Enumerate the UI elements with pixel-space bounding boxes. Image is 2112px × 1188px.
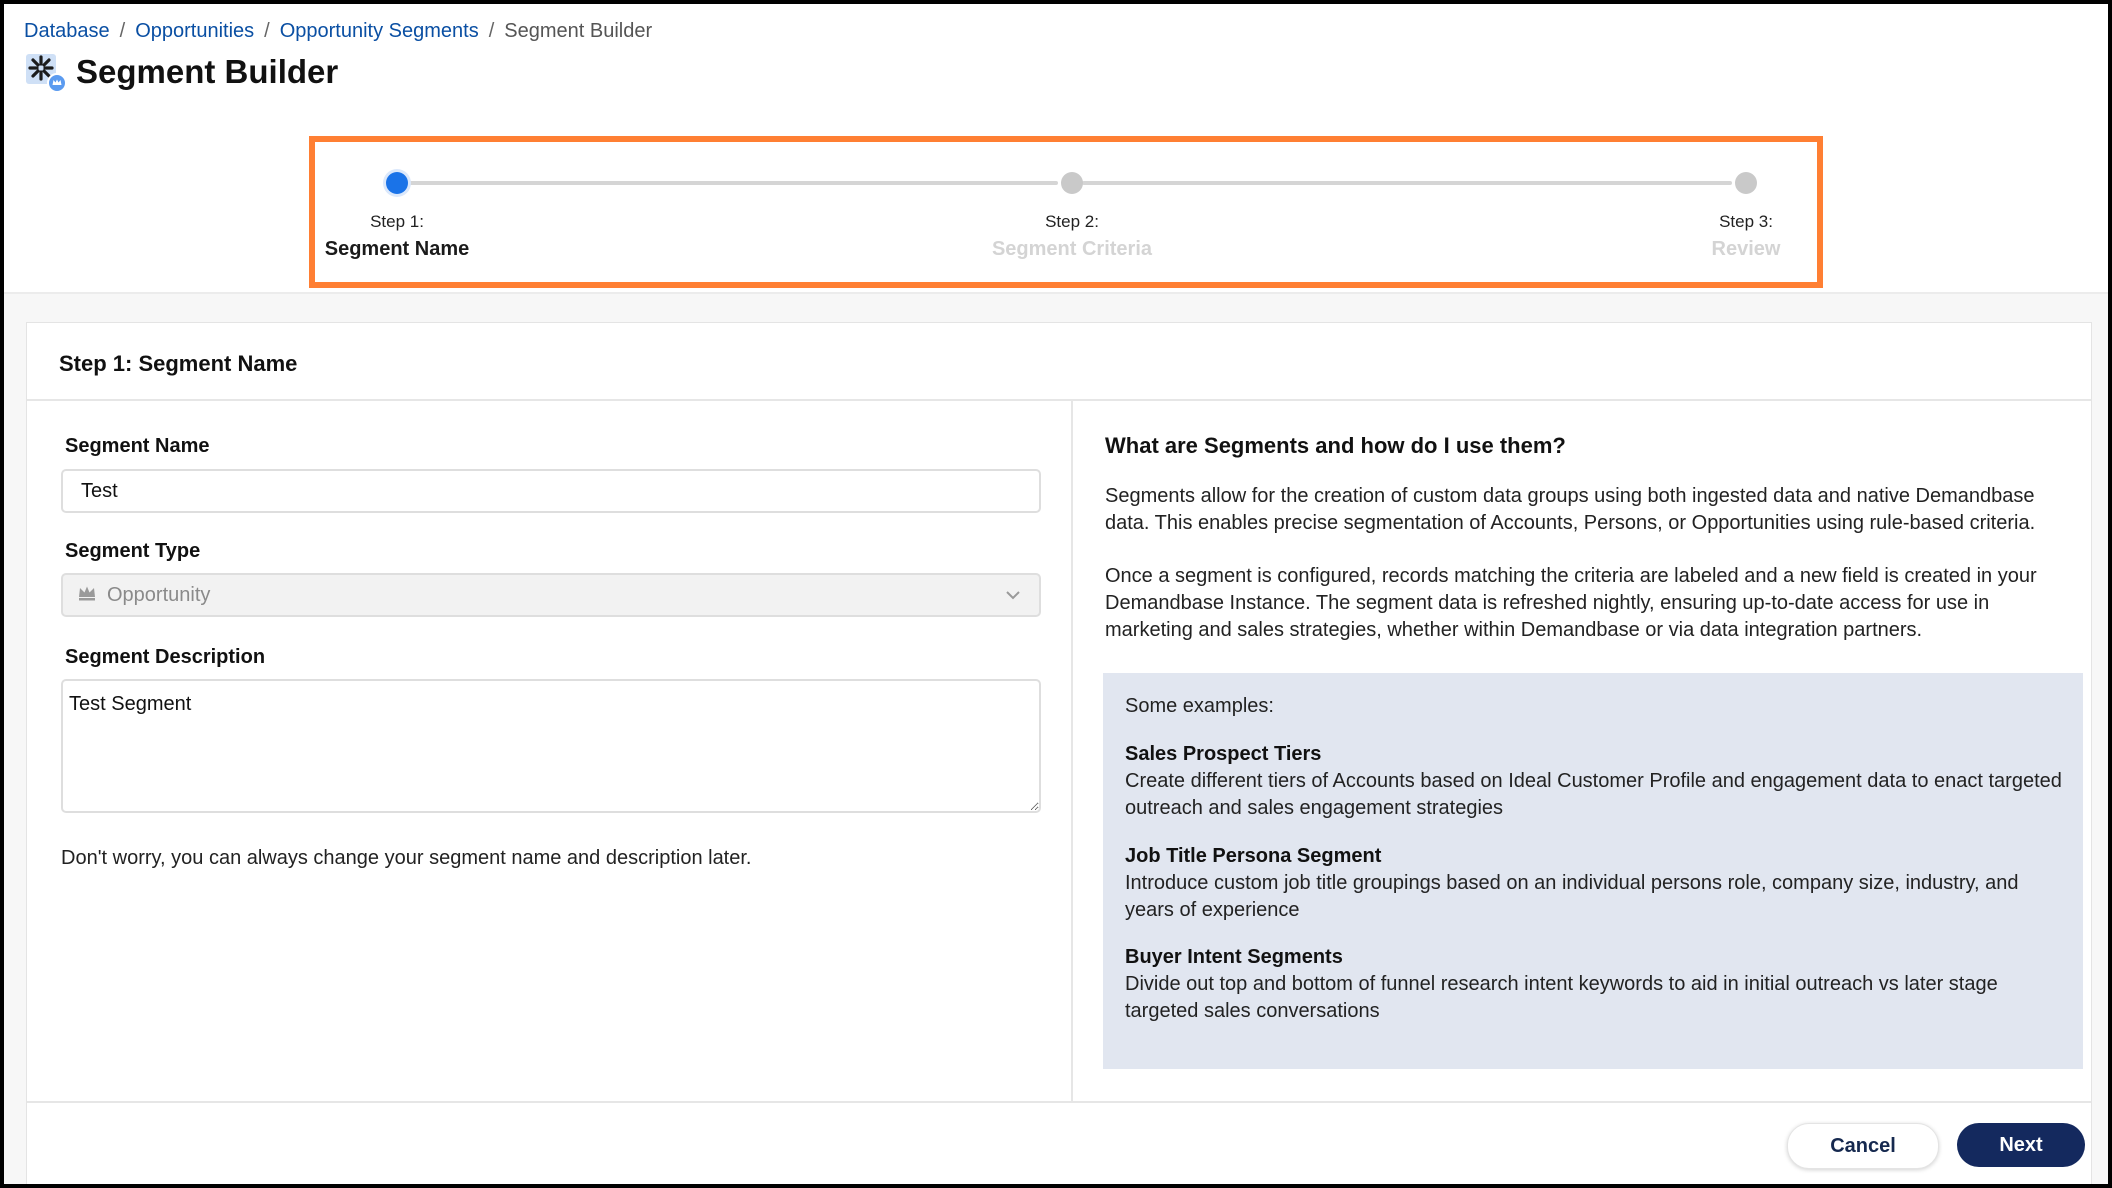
breadcrumb-database[interactable]: Database	[24, 20, 110, 42]
step-2-number: Step 2:	[1045, 212, 1099, 231]
card-header	[27, 323, 2091, 401]
segment-type-value: Opportunity	[107, 583, 211, 606]
info-paragraph-2: Once a segment is configured, records matching the criteria are labeled and a new field is created in your Demandbase Instance. The segment data is refreshed nightly, ensuring up-to-date access for use in marketing and sales strategies, whether within Demandbase or via data integration partners.	[1105, 565, 2037, 641]
info-title: What are Segments and how do I use them?	[1105, 433, 1566, 458]
breadcrumb	[24, 20, 652, 43]
breadcrumb-separator: /	[119, 20, 126, 42]
stepper-band	[4, 134, 2108, 294]
step-3-dot[interactable]	[1735, 172, 1757, 194]
step-connector	[1082, 181, 1732, 185]
crown-icon	[77, 584, 97, 607]
step-3-number: Step 3:	[1719, 212, 1773, 231]
segment-type-label: Segment Type	[65, 540, 201, 562]
example-title: Job Title Persona Segment	[1125, 845, 1382, 867]
example-item	[1125, 741, 2065, 822]
step-1-dot[interactable]	[386, 172, 408, 194]
helper-text: Don't worry, you can always change your segment name and description later.	[61, 847, 752, 869]
breadcrumb-opportunities[interactable]: Opportunities	[135, 20, 255, 42]
segment-builder-icon	[24, 50, 68, 94]
breadcrumb-opportunity-segments[interactable]: Opportunity Segments	[279, 20, 479, 42]
page-header	[4, 4, 2108, 136]
chevron-down-icon	[1005, 587, 1021, 603]
examples-box	[1103, 673, 2083, 1069]
step-3-label[interactable]	[1666, 212, 1826, 261]
step-1-label[interactable]	[297, 212, 497, 261]
title-row	[24, 50, 338, 94]
breadcrumb-separator: /	[264, 20, 270, 42]
card-footer-divider	[27, 1101, 2091, 1103]
step-1-number: Step 1:	[370, 212, 424, 231]
cancel-button[interactable]: Cancel	[1787, 1123, 1939, 1169]
step-2-dot[interactable]	[1061, 172, 1083, 194]
segment-description-label: Segment Description	[65, 646, 266, 668]
step-3-name: Review	[1711, 238, 1781, 260]
example-title: Sales Prospect Tiers	[1125, 743, 1322, 765]
step-2-label[interactable]	[952, 212, 1192, 261]
example-item	[1125, 944, 2065, 1025]
column-divider	[1071, 401, 1073, 1101]
segment-description-textarea[interactable]	[61, 679, 1041, 813]
card-title: Step 1: Segment Name	[59, 351, 298, 376]
breadcrumb-separator: /	[488, 20, 495, 42]
segment-name-input[interactable]	[61, 469, 1041, 513]
step-connector	[408, 181, 1058, 185]
next-button[interactable]: Next	[1957, 1123, 2085, 1167]
example-description: Create different tiers of Accounts based on Ideal Customer Profile and engagement data to enact targeted outreach and sales engagement strategies	[1125, 770, 2062, 819]
example-item	[1125, 843, 2065, 924]
breadcrumb-current: Segment Builder	[504, 20, 653, 42]
example-title: Buyer Intent Segments	[1125, 946, 1343, 968]
page-title: Segment Builder	[76, 53, 339, 90]
info-paragraph-1: Segments allow for the creation of custom data groups using both ingested data and native Demandbase data. This enables precise segmentation of Accounts, Persons, or Opportunities using rule-based criteria.	[1105, 485, 2036, 534]
segment-type-select[interactable]	[61, 573, 1041, 617]
step-1-name: Segment Name	[324, 238, 470, 260]
segment-form-card	[26, 322, 2092, 1188]
examples-intro: Some examples:	[1125, 695, 1274, 717]
segment-name-label: Segment Name	[65, 435, 210, 457]
example-description: Divide out top and bottom of funnel research intent keywords to aid in initial outreach vs later stage targeted sales conversations	[1125, 973, 1998, 1022]
step-2-name: Segment Criteria	[991, 238, 1153, 260]
example-description: Introduce custom job title groupings based on an individual persons role, company size, industry, and years of experience	[1125, 872, 2019, 921]
